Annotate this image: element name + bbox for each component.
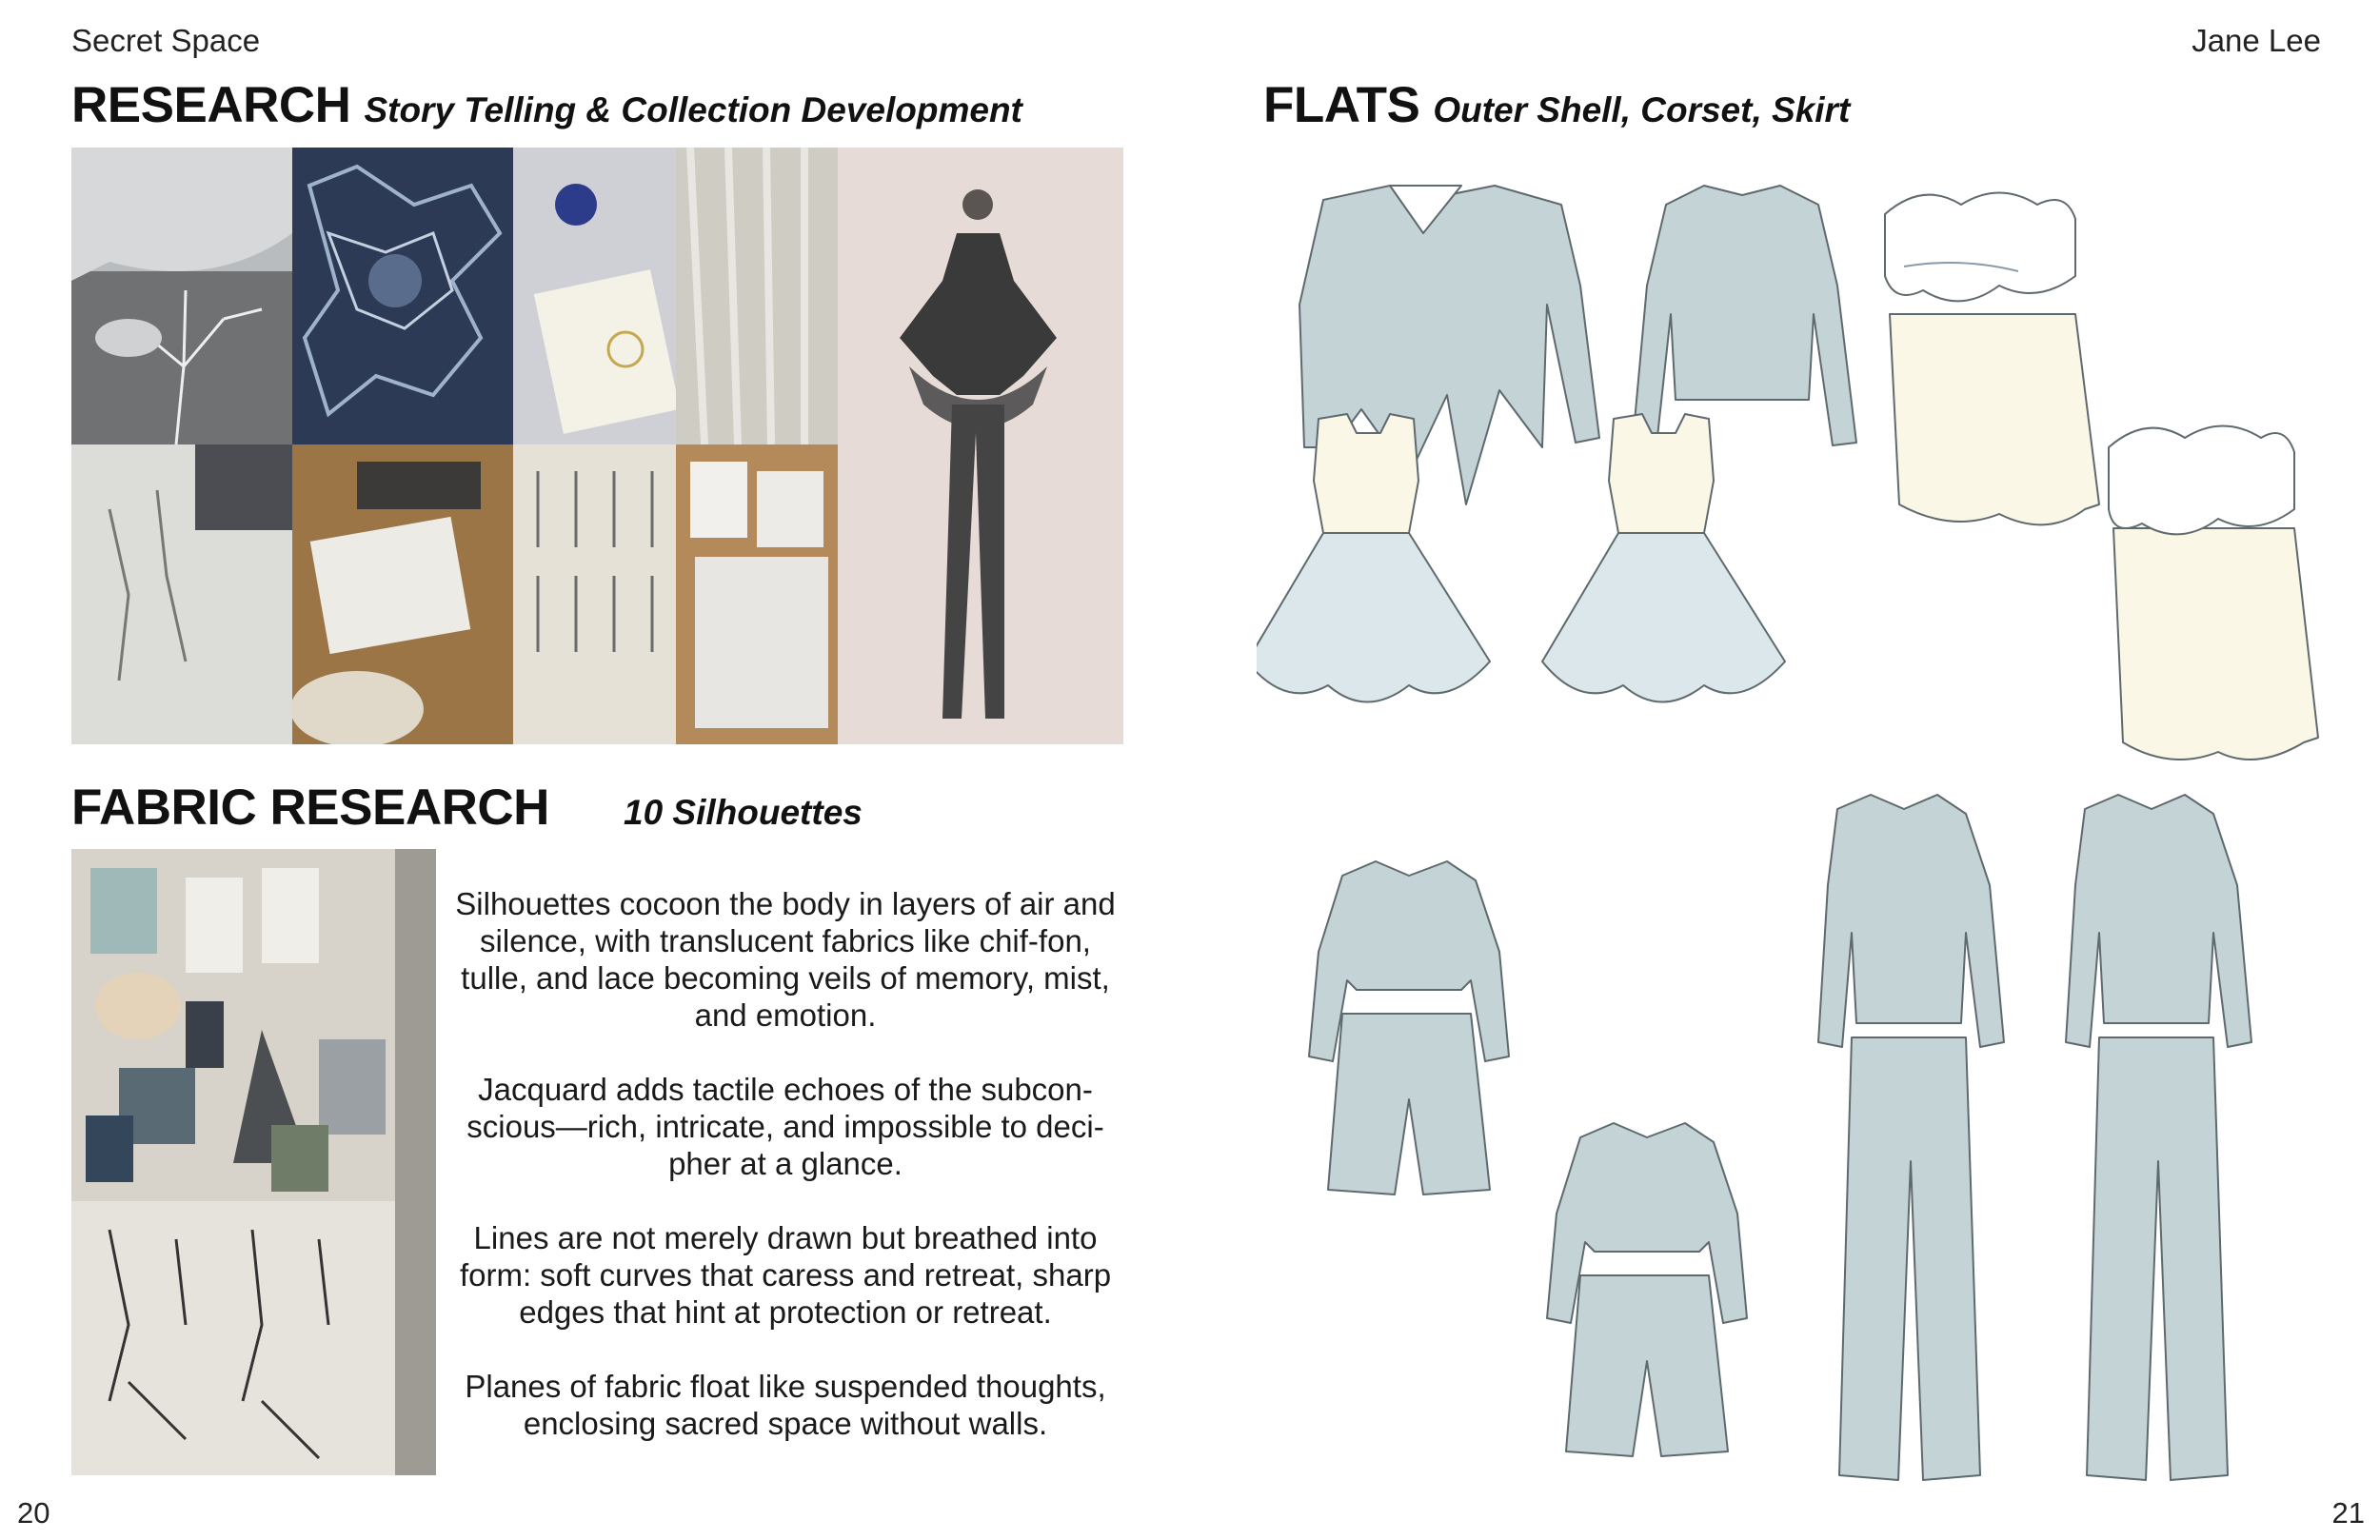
fabric-board-photo (71, 849, 436, 1475)
running-head-left: Secret Space (71, 23, 261, 58)
page-number-left: 20 (17, 1496, 50, 1530)
collage-tile-lace-tree (71, 148, 292, 444)
description-paragraph-3: Lines are not merely drawn but breathed into form: soft curves that caress and retreat, sharp edges that hint at protection or retreat. (459, 1220, 1112, 1330)
flat-blazer-back (2066, 795, 2251, 1047)
collage-tile-tulle (676, 148, 838, 444)
flat-ruffle-dress-front (1885, 193, 2099, 525)
flat-trousers-front (1839, 1037, 1980, 1480)
flat-trousers-back (2087, 1037, 2228, 1480)
research-heading (71, 76, 1022, 134)
research-collage (71, 148, 1123, 744)
fabric-subtitle: 10 Silhouettes (624, 793, 863, 832)
flats-title: FLATS (1263, 77, 1420, 133)
flats-subtitle: Outer Shell, Corset, Skirt (1433, 90, 1851, 129)
flat-ruffle-dress-back (2109, 426, 2318, 760)
research-subtitle: Story Telling & Collection Development (364, 90, 1022, 129)
description-paragraph-2: Jacquard adds tactile echoes of the subcon-scious—rich, intricate, and impossible to deci-pher at a glance. (466, 1072, 1104, 1181)
fabric-description (443, 885, 1128, 1479)
collage-tile-floor-papers (676, 444, 838, 744)
flat-blazer-front (1818, 795, 2004, 1047)
collage-tile-figure-grid (513, 444, 676, 744)
flats-illustrations (1257, 162, 2332, 1485)
flat-corset-dress-front (1257, 414, 1490, 702)
running-head-right: Jane Lee (2192, 23, 2321, 58)
flat-shorts-back (1566, 1275, 1728, 1456)
flats-heading (1263, 76, 1850, 134)
flat-corset-dress-back (1542, 414, 1785, 702)
collage-tile-flower-notebook (513, 148, 680, 444)
collage-tile-blue-web (292, 148, 513, 444)
collage-tile-desk (290, 444, 513, 744)
page-number-right: 21 (2331, 1496, 2365, 1530)
description-paragraph-4: Planes of fabric float like suspended thoughts, enclosing sacred space without walls. (465, 1369, 1106, 1441)
flat-shorts-front (1328, 1014, 1490, 1194)
flat-cropped-top (1633, 186, 1856, 445)
collage-tile-sketches (71, 444, 292, 744)
research-title: RESEARCH (71, 77, 351, 133)
description-paragraph-1: Silhouettes cocoon the body in layers of air and silence, with translucent fabrics like chif-fon, tulle, and lace becoming veils of memory, mist, and emotion. (455, 886, 1116, 1033)
collage-illustration (838, 148, 1123, 744)
fabric-heading: FABRIC RESEARCH (71, 780, 549, 836)
